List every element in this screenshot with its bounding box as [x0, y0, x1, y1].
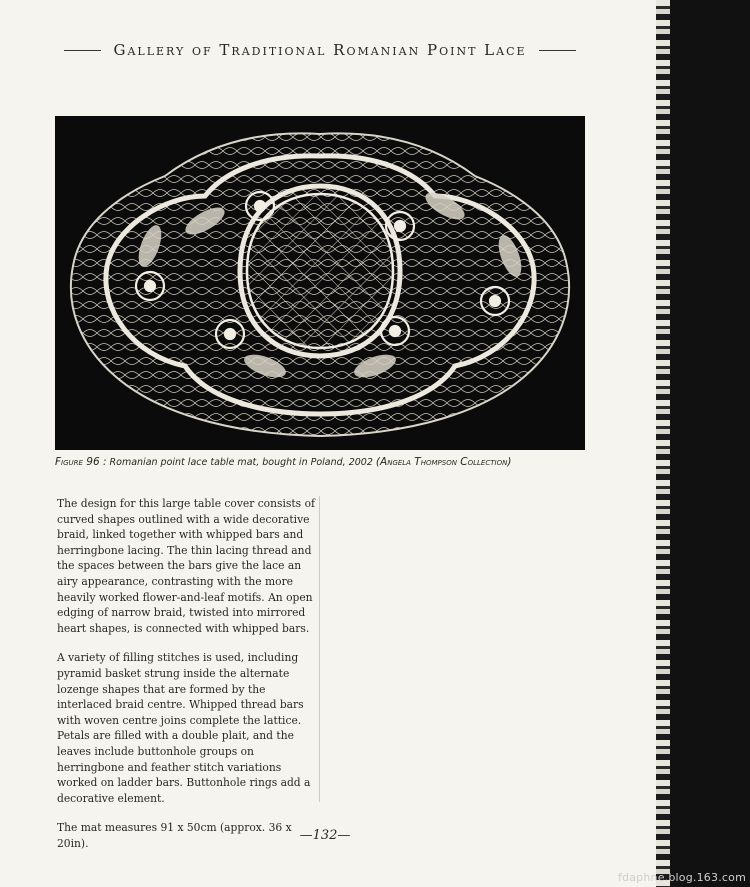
lace-photograph [55, 116, 585, 450]
caption-text: Romanian point lace table mat, bought in Poland, 2002 [109, 457, 373, 468]
page-torn-edge [656, 0, 670, 887]
figure-caption [55, 456, 595, 468]
lace-table-mat-image [55, 116, 585, 450]
header-rule-right [539, 50, 576, 51]
scan-dark-margin [656, 0, 750, 887]
body-text-column [57, 496, 320, 850]
running-header [64, 38, 576, 62]
caption-credit: (Angela Thompson Collection) [375, 456, 512, 468]
blog-watermark: fdaphne.blog.163.com [617, 871, 746, 884]
body-paragraph-1: The design for this large table cover consists of curved shapes outlined with a wide decorative braid, linked together with whipped bars and herringbone lacing. The thin lacing thread and the spaces between the bars give the lace an airy appearance, contrasting with the more heavily worked flower-and-leaf motifs. An open edging of narrow braid, twisted into mirrored heart shapes, is connected with whipped bars. [57, 497, 315, 635]
body-paragraph-2: A variety of filling stitches is used, including pyramid basket strung inside the alternate lozenge shapes that are formed by the interlaced braid centre. Whipped thread bars with woven centre joins complete the lattice. Petals are filled with a double plait, and the leaves include buttonhole groups on herringbone and feather stitch variations worked on ladder bars. Buttonhole rings add a decorative element. [57, 651, 311, 805]
body-paragraph-3: The mat measures 91 x 50cm (approx. 36 x 20in). [57, 821, 292, 850]
caption-label: Figure 96 : [55, 456, 107, 468]
page-number: —132— [299, 828, 351, 843]
header-title: Gallery of Traditional Romanian Point Lace [113, 41, 527, 59]
header-rule-left [64, 50, 101, 51]
